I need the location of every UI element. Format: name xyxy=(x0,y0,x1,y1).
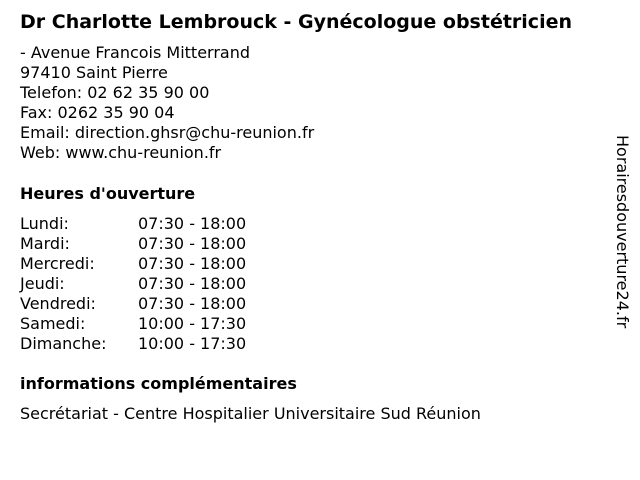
phone-number: Telefon: 02 62 35 90 00 xyxy=(20,83,210,102)
additional-info-heading: informations complémentaires xyxy=(20,374,297,393)
fax-number: Fax: 0262 35 90 04 xyxy=(20,103,175,122)
website: Web: www.chu-reunion.fr xyxy=(20,143,222,162)
hours-time: 07:30 - 18:00 xyxy=(138,294,247,313)
site-watermark: Horairesdouverture24.fr xyxy=(613,135,632,329)
hours-row xyxy=(20,254,246,274)
hours-row xyxy=(20,294,246,314)
email-address: Email: direction.ghsr@chu-reunion.fr xyxy=(20,123,315,142)
street-address: - Avenue Francois Mitterrand xyxy=(20,43,251,62)
page-title: Dr Charlotte Lembrouck - Gynécologue obstétricien xyxy=(20,11,572,33)
hours-row xyxy=(20,314,246,334)
contact-block xyxy=(20,43,314,163)
opening-hours-table xyxy=(20,214,246,354)
additional-info-text: Secrétariat - Centre Hospitalier Universitaire Sud Réunion xyxy=(20,404,481,423)
hours-day: Samedi: xyxy=(20,314,86,333)
city-postal: 97410 Saint Pierre xyxy=(20,63,168,82)
hours-day: Jeudi: xyxy=(20,274,65,293)
hours-time: 10:00 - 17:30 xyxy=(138,314,247,333)
opening-hours-heading: Heures d'ouverture xyxy=(20,184,196,203)
hours-time: 07:30 - 18:00 xyxy=(138,234,247,253)
hours-time: 07:30 - 18:00 xyxy=(138,254,247,273)
hours-row xyxy=(20,274,246,294)
hours-day: Lundi: xyxy=(20,214,69,233)
hours-day: Mercredi: xyxy=(20,254,95,273)
hours-day: Mardi: xyxy=(20,234,70,253)
hours-day: Vendredi: xyxy=(20,294,96,313)
hours-day: Dimanche: xyxy=(20,334,107,353)
hours-row xyxy=(20,334,246,354)
hours-time: 07:30 - 18:00 xyxy=(138,214,247,233)
hours-time: 07:30 - 18:00 xyxy=(138,274,247,293)
hours-time: 10:00 - 17:30 xyxy=(138,334,247,353)
hours-row xyxy=(20,234,246,254)
hours-row xyxy=(20,214,246,234)
